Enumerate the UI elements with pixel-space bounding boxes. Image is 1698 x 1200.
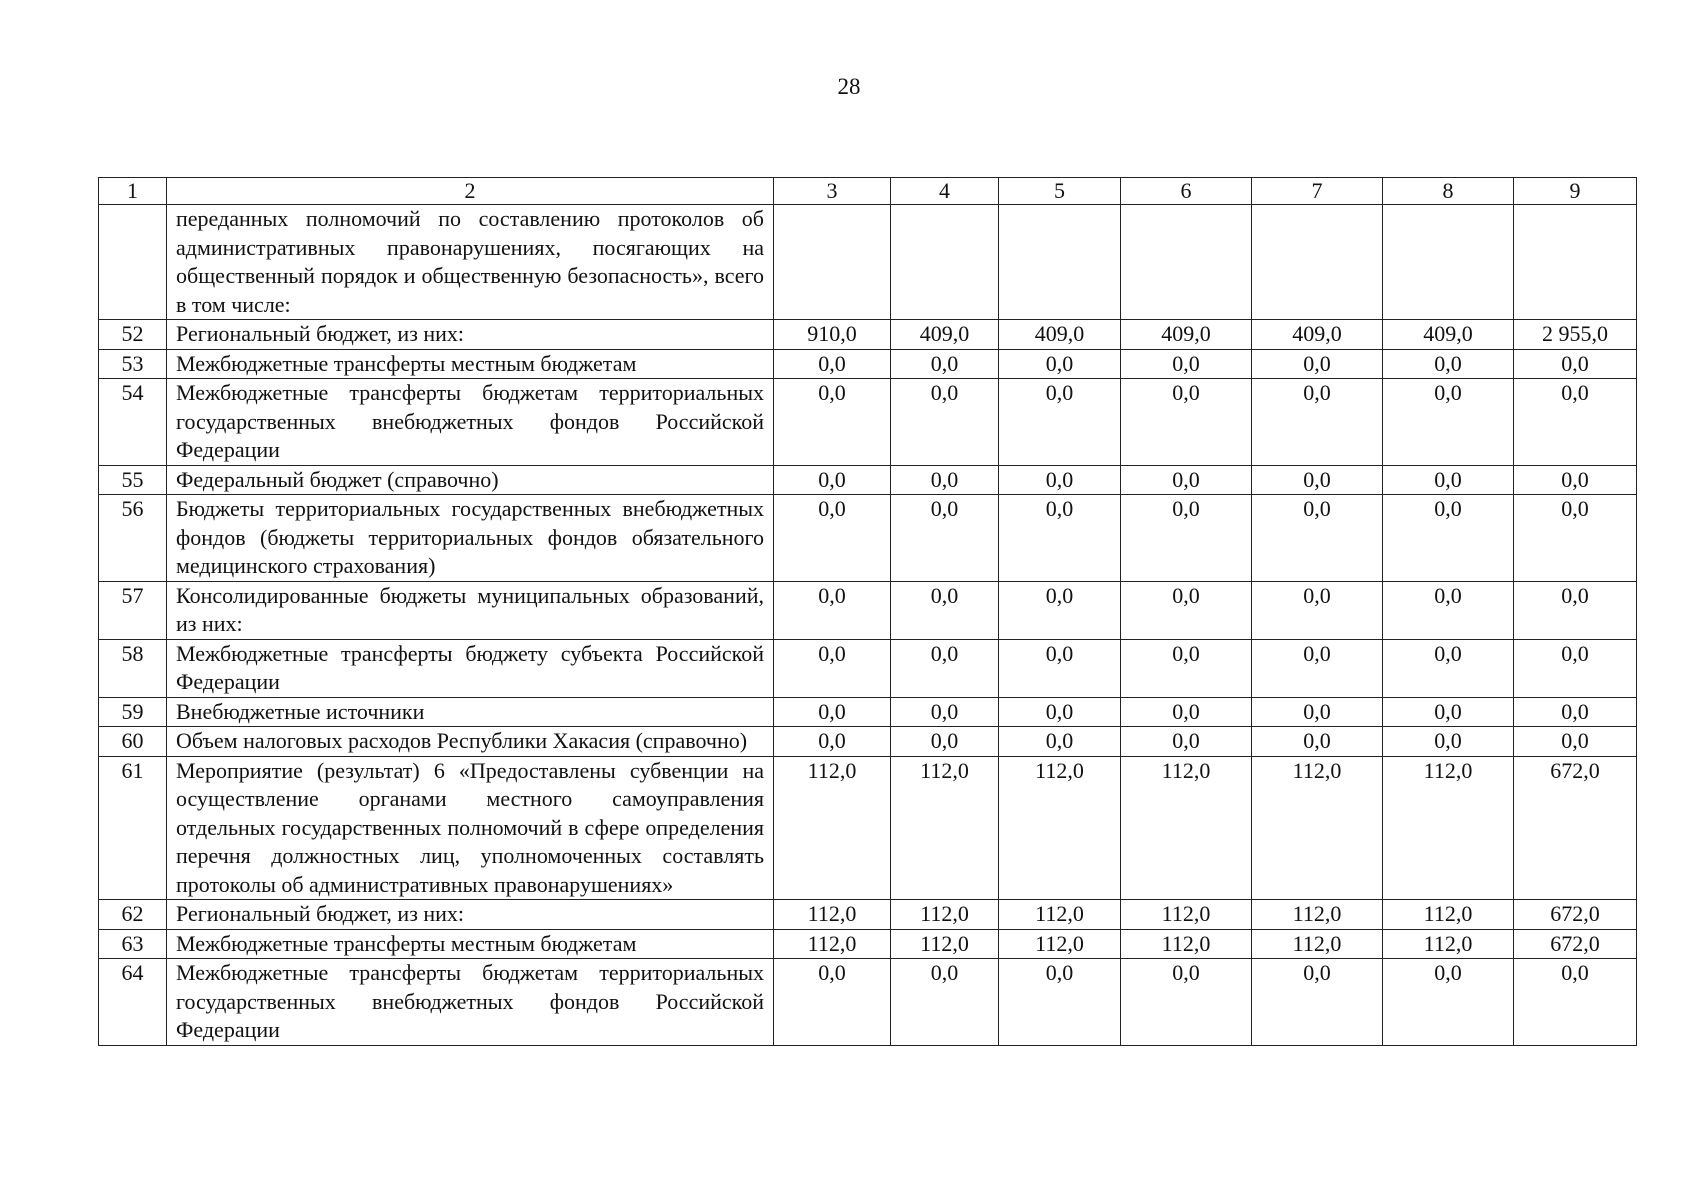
row-description: Региональный бюджет, из них: xyxy=(167,320,774,350)
value-cell: 112,0 xyxy=(774,929,891,959)
value-cell: 0,0 xyxy=(1252,697,1383,727)
value-cell: 0,0 xyxy=(891,581,999,639)
row-description: Консолидированные бюджеты муниципальных образований, из них: xyxy=(167,581,774,639)
value-cell: 0,0 xyxy=(1121,727,1252,757)
table-row xyxy=(99,727,1637,757)
value-cell: 0,0 xyxy=(774,697,891,727)
value-cell: 672,0 xyxy=(1514,929,1637,959)
value-cell: 112,0 xyxy=(1121,929,1252,959)
value-cell: 2 955,0 xyxy=(1514,320,1637,350)
row-number: 62 xyxy=(99,900,167,930)
value-cell: 0,0 xyxy=(1121,495,1252,582)
row-description: Межбюджетные трансферты местным бюджетам xyxy=(167,929,774,959)
header-cell: 4 xyxy=(891,178,999,205)
value-cell: 0,0 xyxy=(774,465,891,495)
row-description: Межбюджетные трансферты бюджетам территориальных государственных внебюджетных фондов Российской Федерации xyxy=(167,959,774,1046)
value-cell: 0,0 xyxy=(1383,465,1514,495)
table-row xyxy=(99,756,1637,900)
header-cell: 7 xyxy=(1252,178,1383,205)
header-cell: 5 xyxy=(999,178,1121,205)
table-row xyxy=(99,697,1637,727)
value-cell: 910,0 xyxy=(774,320,891,350)
value-cell: 0,0 xyxy=(999,379,1121,466)
value-cell: 112,0 xyxy=(1252,756,1383,900)
value-cell xyxy=(891,205,999,320)
row-description: Внебюджетные источники xyxy=(167,697,774,727)
value-cell: 409,0 xyxy=(999,320,1121,350)
value-cell: 112,0 xyxy=(1383,929,1514,959)
value-cell xyxy=(1514,205,1637,320)
value-cell: 0,0 xyxy=(1383,349,1514,379)
row-description: Межбюджетные трансферты бюджетам территориальных государственных внебюджетных фондов Российской Федерации xyxy=(167,379,774,466)
value-cell: 112,0 xyxy=(999,756,1121,900)
value-cell: 0,0 xyxy=(999,697,1121,727)
value-cell: 0,0 xyxy=(1121,465,1252,495)
value-cell: 0,0 xyxy=(1252,639,1383,697)
value-cell: 0,0 xyxy=(1383,959,1514,1046)
value-cell: 0,0 xyxy=(891,465,999,495)
value-cell: 0,0 xyxy=(1121,959,1252,1046)
value-cell: 0,0 xyxy=(891,697,999,727)
value-cell: 0,0 xyxy=(891,349,999,379)
value-cell: 0,0 xyxy=(1514,379,1637,466)
budget-table xyxy=(98,177,1637,1046)
page-number: 28 xyxy=(837,74,861,99)
value-cell: 0,0 xyxy=(1383,581,1514,639)
value-cell: 112,0 xyxy=(774,900,891,930)
row-description: Федеральный бюджет (справочно) xyxy=(167,465,774,495)
value-cell: 0,0 xyxy=(1252,959,1383,1046)
row-number: 55 xyxy=(99,465,167,495)
header-cell: 2 xyxy=(167,178,774,205)
value-cell: 0,0 xyxy=(999,581,1121,639)
row-number xyxy=(99,205,167,320)
value-cell xyxy=(999,205,1121,320)
value-cell: 0,0 xyxy=(1514,349,1637,379)
value-cell: 0,0 xyxy=(999,349,1121,379)
value-cell: 0,0 xyxy=(774,581,891,639)
value-cell: 0,0 xyxy=(1252,379,1383,466)
row-number: 61 xyxy=(99,756,167,900)
value-cell: 0,0 xyxy=(1252,349,1383,379)
value-cell: 0,0 xyxy=(1121,697,1252,727)
row-number: 59 xyxy=(99,697,167,727)
table-row xyxy=(99,639,1637,697)
row-description: Объем налоговых расходов Республики Хакасия (справочно) xyxy=(167,727,774,757)
row-number: 53 xyxy=(99,349,167,379)
row-description: Межбюджетные трансферты местным бюджетам xyxy=(167,349,774,379)
value-cell: 0,0 xyxy=(891,727,999,757)
value-cell: 0,0 xyxy=(999,495,1121,582)
row-description: Мероприятие (результат) 6 «Предоставлены субвенции на осуществление органами местного самоуправления отдельных государственных полномочий в сфере определения перечня должностных лиц, уполномоченных составлять протоколы об административных правонарушениях» xyxy=(167,756,774,900)
value-cell: 409,0 xyxy=(891,320,999,350)
row-number: 56 xyxy=(99,495,167,582)
table-row xyxy=(99,320,1637,350)
table-row xyxy=(99,581,1637,639)
value-cell xyxy=(774,205,891,320)
value-cell: 112,0 xyxy=(1252,929,1383,959)
value-cell: 0,0 xyxy=(1252,495,1383,582)
value-cell: 0,0 xyxy=(1383,639,1514,697)
header-cell: 9 xyxy=(1514,178,1637,205)
value-cell: 0,0 xyxy=(1514,697,1637,727)
value-cell: 112,0 xyxy=(999,929,1121,959)
value-cell: 112,0 xyxy=(1383,756,1514,900)
row-number: 57 xyxy=(99,581,167,639)
value-cell: 0,0 xyxy=(1383,697,1514,727)
header-row xyxy=(99,178,1637,205)
value-cell: 0,0 xyxy=(1514,495,1637,582)
value-cell: 112,0 xyxy=(1383,900,1514,930)
value-cell: 672,0 xyxy=(1514,756,1637,900)
table-row xyxy=(99,900,1637,930)
value-cell: 409,0 xyxy=(1252,320,1383,350)
header-cell: 6 xyxy=(1121,178,1252,205)
value-cell: 0,0 xyxy=(1252,727,1383,757)
value-cell: 0,0 xyxy=(891,639,999,697)
value-cell: 0,0 xyxy=(774,495,891,582)
row-number: 54 xyxy=(99,379,167,466)
value-cell: 112,0 xyxy=(891,756,999,900)
value-cell: 0,0 xyxy=(999,959,1121,1046)
value-cell: 0,0 xyxy=(1252,465,1383,495)
value-cell: 0,0 xyxy=(1514,465,1637,495)
value-cell: 0,0 xyxy=(999,639,1121,697)
value-cell xyxy=(1252,205,1383,320)
value-cell xyxy=(1383,205,1514,320)
value-cell: 112,0 xyxy=(891,900,999,930)
value-cell: 112,0 xyxy=(1121,756,1252,900)
value-cell: 0,0 xyxy=(1514,959,1637,1046)
value-cell: 409,0 xyxy=(1383,320,1514,350)
row-description: Бюджеты территориальных государственных внебюджетных фондов (бюджеты территориальных фондов обязательного медицинского страхования) xyxy=(167,495,774,582)
row-description: переданных полномочий по составлению протоколов об административных правонарушениях, посягающих на общественный порядок и общественную безопасность», всего в том числе: xyxy=(167,205,774,320)
value-cell: 112,0 xyxy=(1121,900,1252,930)
value-cell: 112,0 xyxy=(774,756,891,900)
value-cell: 0,0 xyxy=(999,727,1121,757)
value-cell: 0,0 xyxy=(774,349,891,379)
value-cell xyxy=(1121,205,1252,320)
table-row xyxy=(99,465,1637,495)
table-row xyxy=(99,929,1637,959)
value-cell: 0,0 xyxy=(1514,639,1637,697)
value-cell: 0,0 xyxy=(774,639,891,697)
row-number: 64 xyxy=(99,959,167,1046)
table-row xyxy=(99,379,1637,466)
value-cell: 112,0 xyxy=(999,900,1121,930)
row-description: Межбюджетные трансферты бюджету субъекта Российской Федерации xyxy=(167,639,774,697)
value-cell: 0,0 xyxy=(1383,495,1514,582)
value-cell: 0,0 xyxy=(891,379,999,466)
value-cell: 0,0 xyxy=(999,465,1121,495)
row-number: 52 xyxy=(99,320,167,350)
value-cell: 112,0 xyxy=(891,929,999,959)
header-cell: 3 xyxy=(774,178,891,205)
value-cell: 0,0 xyxy=(1121,349,1252,379)
table-row xyxy=(99,495,1637,582)
value-cell: 0,0 xyxy=(1514,581,1637,639)
value-cell: 112,0 xyxy=(1252,900,1383,930)
header-cell: 8 xyxy=(1383,178,1514,205)
row-description: Региональный бюджет, из них: xyxy=(167,900,774,930)
value-cell: 0,0 xyxy=(774,727,891,757)
value-cell: 0,0 xyxy=(1383,379,1514,466)
row-number: 63 xyxy=(99,929,167,959)
value-cell: 0,0 xyxy=(1121,379,1252,466)
value-cell: 0,0 xyxy=(891,959,999,1046)
row-number: 60 xyxy=(99,727,167,757)
header-cell: 1 xyxy=(99,178,167,205)
value-cell: 0,0 xyxy=(1383,727,1514,757)
row-number: 58 xyxy=(99,639,167,697)
value-cell: 0,0 xyxy=(1252,581,1383,639)
value-cell: 0,0 xyxy=(891,495,999,582)
table-row-continuation xyxy=(99,205,1637,320)
value-cell: 409,0 xyxy=(1121,320,1252,350)
table-row xyxy=(99,959,1637,1046)
value-cell: 0,0 xyxy=(774,379,891,466)
table-row xyxy=(99,349,1637,379)
value-cell: 0,0 xyxy=(1514,727,1637,757)
value-cell: 0,0 xyxy=(1121,639,1252,697)
value-cell: 0,0 xyxy=(1121,581,1252,639)
value-cell: 0,0 xyxy=(774,959,891,1046)
value-cell: 672,0 xyxy=(1514,900,1637,930)
